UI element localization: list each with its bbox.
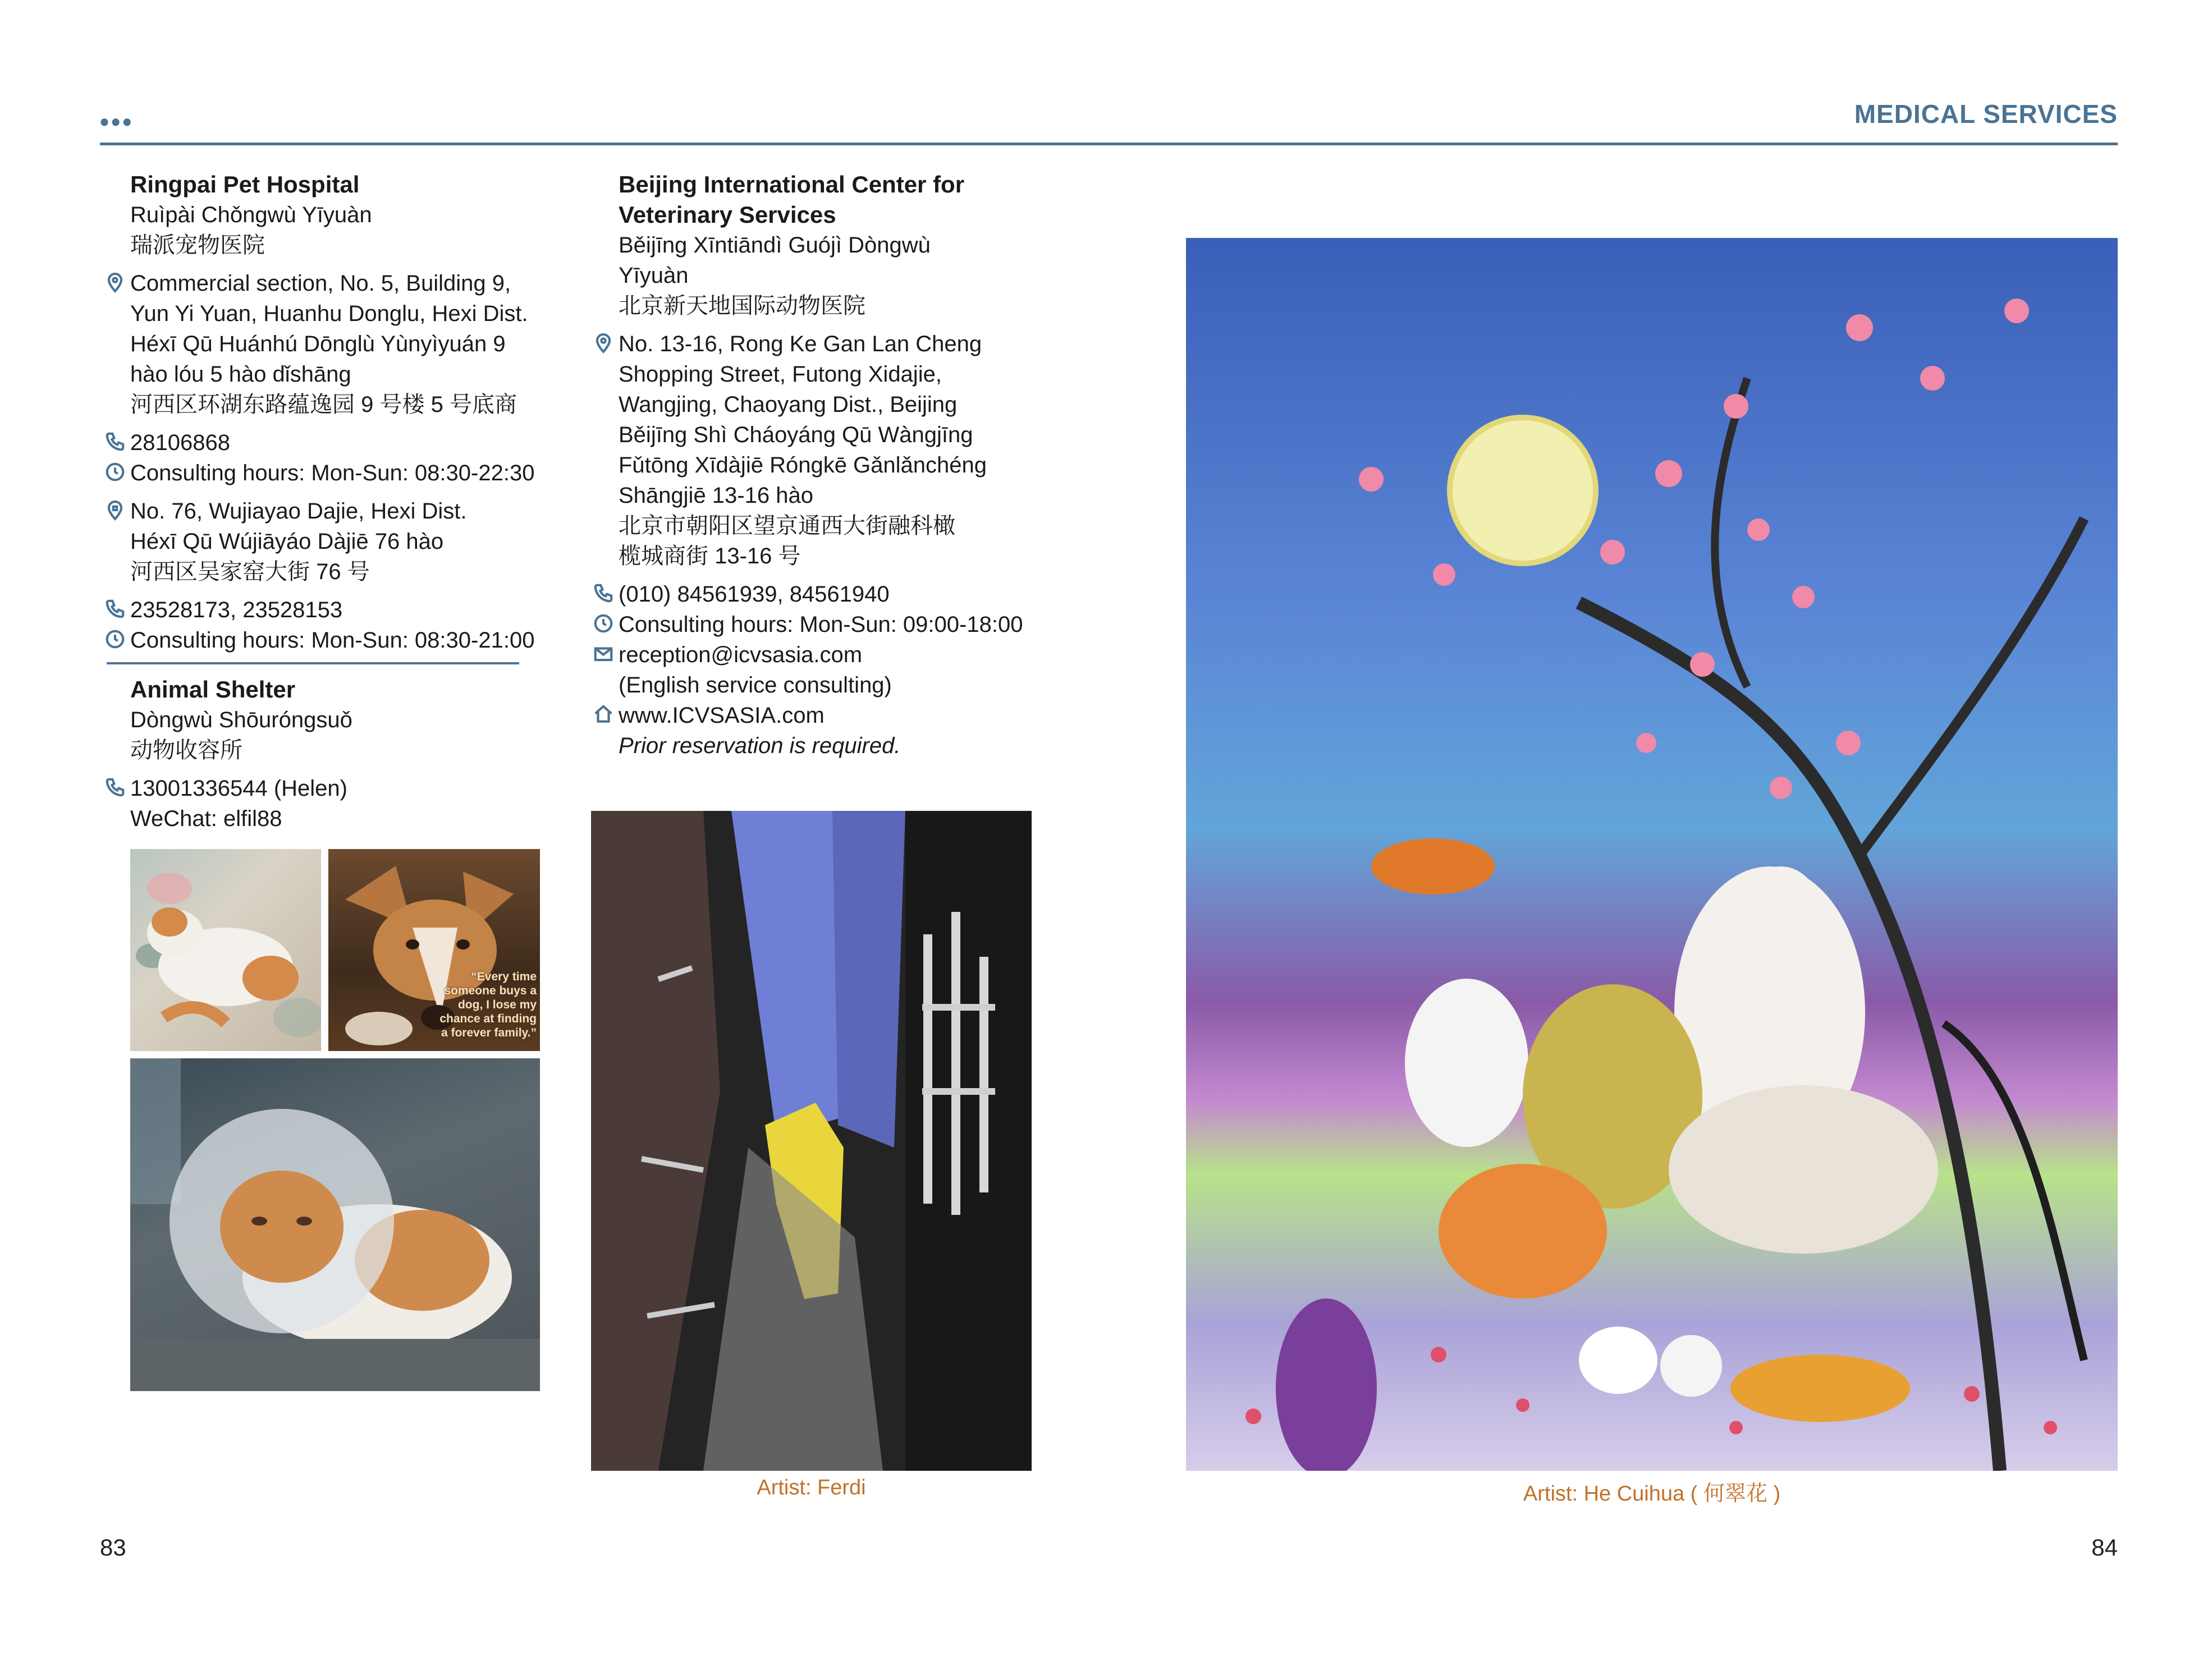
header-dots: •••	[100, 107, 134, 136]
icvs-chinese: 北京新天地国际动物医院	[619, 293, 865, 318]
page-number-right: 84	[2091, 1534, 2118, 1561]
phone-icon	[104, 776, 127, 798]
icvs-hours: Consulting hours: Mon-Sun: 09:00-18:00	[595, 609, 1068, 640]
shelter-name: Animal Shelter	[130, 676, 296, 703]
ringpai-chinese: 瑞派宠物医院	[130, 233, 265, 258]
icvs-website	[595, 700, 1068, 761]
shelter-phone: 13001336544 (Helen) WeChat: elfil88	[107, 773, 568, 834]
shelter-chinese: 动物收容所	[130, 738, 242, 763]
painting-ferdi	[591, 811, 1032, 1471]
clock-icon	[104, 627, 127, 650]
icvs-name-2: Veterinary Services	[619, 201, 836, 228]
location-pin-icon	[593, 331, 615, 354]
email-link[interactable]: reception@icvsasia.com	[619, 643, 863, 667]
dog-photo	[328, 849, 540, 1051]
icvs-address: No. 13-16, Rong Ke Gan Lan Cheng Shopping Street, Futong Xidajie, Wangjing, Chaoyang Dist., Beijing Běijīng Shì Cháoyáng Qū Wàngjīng Fǔtōng Xīdàjiē Róngkē Gǎnlǎnchéng Shāngjiē 13-16 hào 北京市朝阳区望京通西大街融科橄 榄城商街 13-16 号	[595, 329, 1068, 571]
caption-ferdi: Artist: Ferdi	[757, 1476, 866, 1499]
header-rule	[100, 143, 2118, 145]
reservation-note: Prior reservation is required.	[619, 733, 901, 758]
home-icon	[593, 703, 615, 725]
page-number-left: 83	[100, 1534, 126, 1561]
clock-icon	[593, 612, 615, 634]
clock-icon	[104, 460, 127, 483]
envelope-icon	[593, 642, 615, 664]
ringpai-hours: Consulting hours: Mon-Sun: 08:30-22:30	[107, 458, 568, 488]
ringpai-pinyin: Ruìpài Chǒngwù Yīyuàn	[130, 203, 372, 227]
website-link[interactable]: www.ICVSASIA.com	[619, 703, 825, 728]
icvs-email: reception@icvsasia.com (English service consulting)	[595, 640, 1068, 700]
ringpai-phone: 28106868	[107, 428, 568, 458]
ringpai-address: Commercial section, No. 5, Building 9, Yun Yi Yuan, Huanhu Donglu, Hexi Dist. Héxī Qū Huánhú Dōnglù Yùnyìyuán 9 hào lóu 5 hào dǐshāng 河西区环湖东路蕴逸园 9 号楼 5 号底商	[107, 268, 568, 420]
section-title: MEDICAL SERVICES	[1854, 99, 2118, 129]
ringpai-name: Ringpai Pet Hospital	[130, 171, 360, 198]
phone-icon	[593, 581, 615, 604]
caption-he-cuihua: Artist: He Cuihua ( 何翠花 )	[1523, 1482, 1781, 1506]
ringpai-hours-2: Consulting hours: Mon-Sun: 08:30-21:00	[107, 625, 568, 655]
column-left	[130, 169, 568, 834]
icvs-pinyin-2: Yīyuàn	[619, 263, 689, 288]
phone-icon	[104, 597, 127, 620]
cat-photo-top	[130, 849, 321, 1051]
cat-cone-photo	[130, 1058, 540, 1391]
icvs-pinyin: Běijīng Xīntiāndì Guójì Dòngwù	[619, 233, 931, 258]
icvs-name: Beijing International Center for	[619, 171, 965, 198]
ringpai-address-2: No. 76, Wujiayao Dajie, Hexi Dist. Héxī Qū Wújiāyáo Dàjiē 76 hào 河西区吴家窑大街 76 号	[107, 496, 568, 587]
section-divider	[107, 662, 519, 664]
location-pin-icon	[104, 270, 127, 293]
shelter-pinyin: Dòngwù Shōuróngsuǒ	[130, 708, 352, 732]
column-middle	[619, 169, 1068, 761]
painting-he-cuihua	[1186, 238, 2118, 1471]
ringpai-phone-2: 23528173, 23528153	[107, 595, 568, 625]
phone-icon	[104, 430, 127, 452]
location-marker-icon	[104, 498, 127, 521]
icvs-phone: (010) 84561939, 84561940	[595, 579, 1068, 609]
photo-quote: “Every time someone buys a dog, I lose my chance at finding a forever family.”	[439, 970, 537, 1039]
